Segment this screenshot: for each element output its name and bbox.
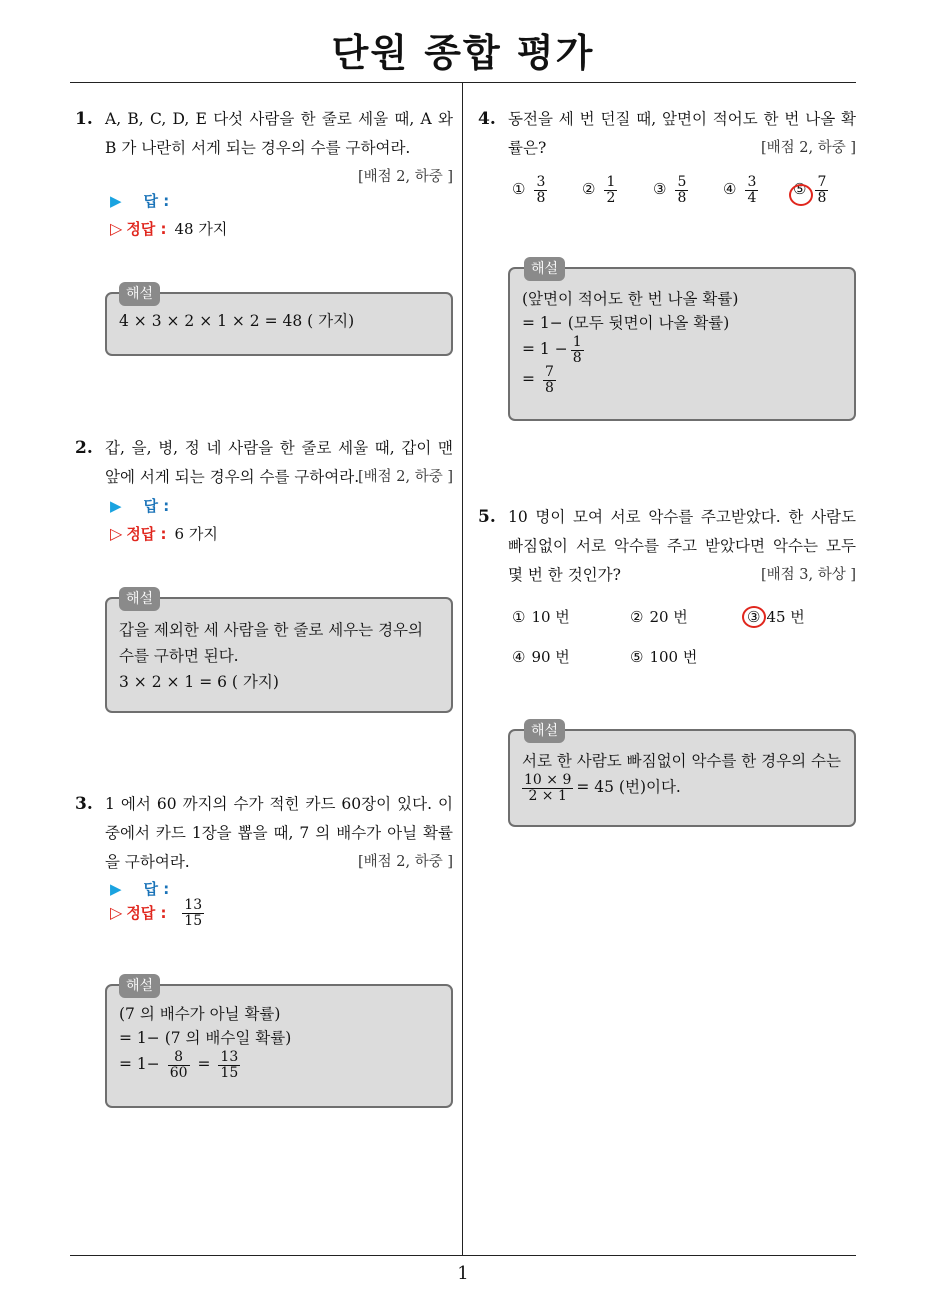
question-1 [75,105,453,192]
correct-arrow-icon: ▷ [110,902,123,922]
correct-value: 6 가지 [174,525,218,543]
question-meta: [배점 2, 하중 ] [357,854,453,870]
question-number: 2. [75,438,93,458]
explanation-line: = 1− (모두 뒷면이 나올 확률) [522,314,730,332]
explanation-box-4 [508,267,856,421]
explanation-line: = 1− (7 의 배수일 확률) [119,1029,292,1047]
correct-answer-2 [110,523,218,544]
explanation-tag: 해설 [119,587,160,611]
correct-arrow-icon: ▷ [110,219,123,238]
correct-fraction: $\frac{13}{15}$ [184,897,203,929]
question-text: 10 명이 모여 서로 악수를 주고받았다. 한 사람도 빠짐없이 서로 악수를 주고 받았다면 악수는 모두 몇 번 한 것인가? [508,508,856,584]
explanation-box-5 [508,729,856,827]
explanation-tag: 해설 [119,282,160,306]
answer-label: 답 : [143,880,170,898]
explanation-tag: 해설 [119,974,160,998]
question-number: 5. [478,507,496,527]
answer-label: 답 : [143,497,170,515]
page-number: 1 [457,1263,469,1284]
selected-circle-icon [742,606,766,628]
question-meta: [배점 2, 하중 ] [357,469,453,485]
bottom-rule [70,1255,856,1256]
correct-value: 48 가지 [174,220,228,238]
question-number: 1. [75,109,93,129]
choice-3[interactable]: ③ $\frac{5}{8}$ [653,174,687,206]
explanation-line: 갑을 제외한 세 사람을 한 줄로 세우는 경우의 수를 구하면 된다. [119,621,424,665]
answer-field-1[interactable] [110,190,169,211]
answer-label: 답 : [143,192,170,210]
answer-arrow-icon: ▶ [110,880,122,898]
explanation-line: 서로 한 사람도 빠짐없이 악수를 한 경우의 수는 [522,752,841,770]
question-number: 4. [478,109,496,129]
explanation-line: = $\frac{7}{8}$ [522,364,554,397]
selected-circle-icon [789,184,813,206]
answer-field-2[interactable] [110,495,169,516]
question-text: 동전을 세 번 던질 때, 앞면이 적어도 한 번 나올 확률은? [508,110,856,157]
choice-1[interactable]: ① 10 번 [512,608,570,626]
explanation-box-2 [105,597,453,713]
explanation-box-3 [105,984,453,1108]
page-title: 단원 종합 평가 [331,31,595,75]
question-2 [75,434,453,492]
question-4 [478,105,856,163]
choices-5 [512,606,852,676]
choice-2[interactable]: ② $\frac{1}{2}$ [582,174,616,206]
question-meta: [배점 3, 하상 ] [760,567,856,583]
explanation-fraction: $\frac{1}{8}$ [572,334,582,366]
answer-arrow-icon: ▶ [110,497,122,515]
choice-5[interactable]: ⑤ $\frac{7}{8}$ [793,174,827,206]
explanation-line: = 1 − $\frac{1}{8}$ [522,334,582,366]
explanation-line: (7 의 배수가 아닐 확률) [119,1005,281,1023]
choice-4[interactable]: ④ $\frac{3}{4}$ [723,174,757,206]
top-rule [70,82,856,83]
correct-label: 정답 : [126,903,167,922]
correct-answer-1 [110,218,227,239]
choices-4 [512,175,862,219]
correct-answer-3 [110,898,207,928]
question-number: 3. [75,794,93,814]
explanation-fraction: $\frac{7}{8}$ [544,364,554,397]
column-divider [462,83,463,1255]
answer-arrow-icon: ▶ [110,192,122,210]
question-meta: [배점 2, 하중 ] [357,169,453,185]
explanation-tag: 해설 [524,257,565,281]
choice-4[interactable]: ④ 90 번 [512,648,570,666]
choice-2[interactable]: ② 20 번 [630,608,688,626]
explanation-line: 3 × 2 × 1 = 6 ( 가지) [119,673,279,691]
explanation-line: (앞면이 적어도 한 번 나올 확률) [522,290,739,308]
question-text: A, B, C, D, E 다섯 사람을 한 줄로 세울 때, A 와 B 가 나란히 서게 되는 경우의 수를 구하여라. [105,110,453,157]
question-5 [478,503,856,590]
explanation-fraction: $\frac{13}{15}$ [220,1049,239,1081]
question-text: 1 에서 60 까지의 수가 적힌 카드 60장이 있다. 이 중에서 카드 1장을 뽑을 때, 7 의 배수가 아닐 확률을 구하여라. [105,795,453,871]
question-meta: [배점 2, 하중 ] [760,140,856,156]
question-3 [75,790,453,877]
correct-arrow-icon: ▷ [110,524,123,543]
choice-5[interactable]: ⑤ 100 번 [630,648,698,666]
explanation-line: 4 × 3 × 2 × 1 × 2 = 48 ( 가지) [119,312,355,330]
explanation-fraction: $\frac{10 \times 9}{2 \times 1}$ [524,772,572,804]
explanation-tag: 해설 [524,719,565,743]
correct-label: 정답 : [126,525,167,543]
explanation-line: = 1− $\frac{8}{60}$ = $\frac{13}{15}$ [119,1049,239,1081]
choice-3[interactable]: ③ 45 번 [747,608,805,626]
correct-label: 정답 : [126,220,167,238]
question-text: 갑, 을, 병, 정 네 사람을 한 줄로 세울 때, 갑이 맨 앞에 서게 되는 경우의 수를 구하여라. [105,439,453,486]
choice-1[interactable]: ① $\frac{3}{8}$ [512,174,546,206]
answer-field-3[interactable] [110,878,169,899]
explanation-line: $\frac{10 \times 9}{2 \times 1}$ = 45 (번)이다. [524,772,681,804]
explanation-fraction: $\frac{8}{60}$ [169,1049,188,1081]
